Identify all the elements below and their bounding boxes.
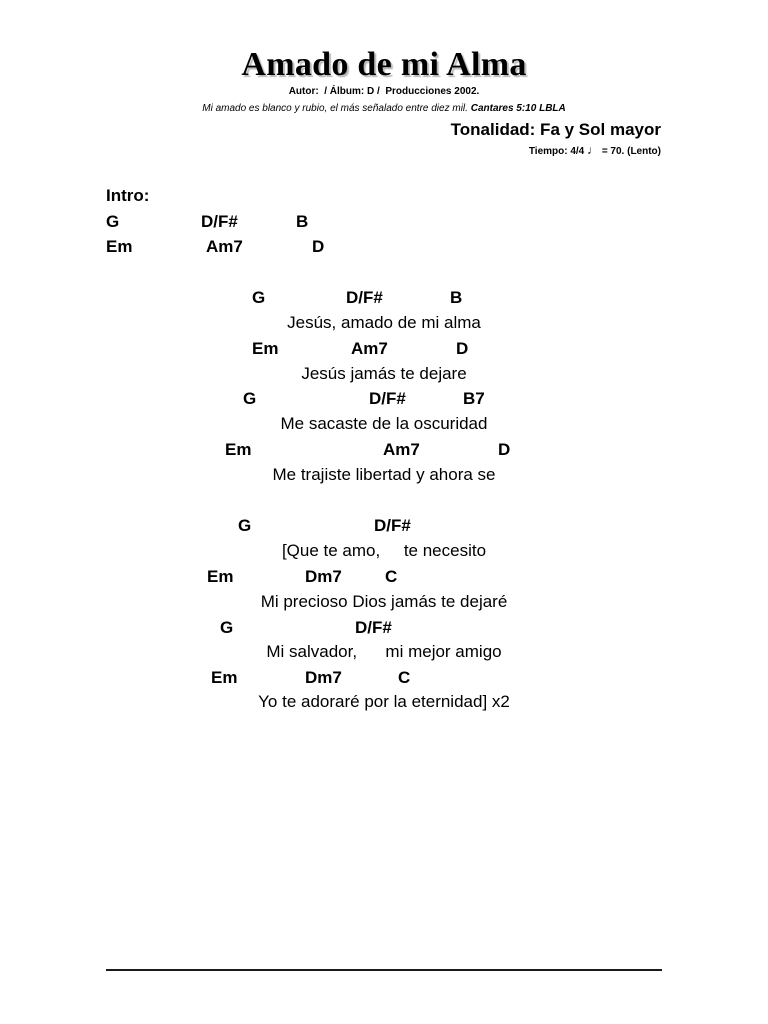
verse-chord: G	[243, 389, 257, 408]
scripture-line	[0, 103, 768, 114]
intro-chord: D/F#	[201, 212, 238, 231]
tempo-bpm: = 70. (Lento)	[601, 146, 661, 157]
verse-chord: Em	[225, 440, 252, 459]
chorus-chord: G	[238, 516, 252, 535]
chorus-chord: D/F#	[355, 618, 392, 637]
intro-chord: D	[312, 237, 325, 256]
chorus-chord: Dm7	[305, 567, 342, 586]
verse-chord: B	[450, 288, 463, 307]
tempo-line	[529, 143, 661, 157]
scripture-text: Mi amado es blanco y rubio, el más señalado entre diez mil.	[202, 103, 468, 114]
chorus-chord: G	[220, 618, 234, 637]
lyric-line: Jesús jamás te dejare	[301, 364, 467, 383]
lyric-line: Mi salvador, mi mejor amigo	[266, 642, 502, 661]
chorus-chord: C	[385, 567, 398, 586]
verse-chord: Em	[252, 339, 279, 358]
intro-chord: G	[106, 212, 120, 231]
verse-chord: G	[252, 288, 266, 307]
chorus-chord: C	[398, 668, 411, 687]
intro-label: Intro:	[106, 186, 150, 205]
song-title: Amado de mi Alma	[241, 46, 527, 83]
verse-chord: D/F#	[346, 288, 383, 307]
lyric-line: Yo te adoraré por la eternidad] x2	[258, 692, 510, 711]
lyric-line: Jesús, amado de mi alma	[287, 313, 481, 332]
chorus-chord: Em	[207, 567, 234, 586]
chorus-chord: Dm7	[305, 668, 342, 687]
lyric-line: Me trajiste libertad y ahora se	[272, 465, 496, 484]
lyric-line: [Que te amo, te necesito	[281, 541, 487, 560]
lyric-line: Mi precioso Dios jamás te dejaré	[260, 592, 508, 611]
chorus-chord: D/F#	[374, 516, 411, 535]
verse-chord: D	[456, 339, 469, 358]
song-key: Tonalidad: Fa y Sol mayor	[450, 120, 661, 139]
chorus-chord: Em	[211, 668, 238, 687]
verse-chord: D/F#	[369, 389, 406, 408]
intro-chord: Am7	[206, 237, 243, 256]
scripture-reference: Cantares 5:10 LBLA	[470, 103, 566, 114]
footer-rule	[106, 969, 662, 971]
quarter-note-icon: ♩	[587, 143, 600, 157]
verse-chord: B7	[463, 389, 485, 408]
verse-chord: Am7	[383, 440, 420, 459]
verse-chord: D	[498, 440, 511, 459]
intro-chord: Em	[106, 237, 133, 256]
lyric-line: Me sacaste de la oscuridad	[280, 414, 488, 433]
intro-chord: B	[296, 212, 309, 231]
verse-chord: Am7	[351, 339, 388, 358]
author-line: Autor: / Álbum: D / Producciones 2002.	[288, 86, 480, 97]
tempo-signature: Tiempo: 4/4	[528, 146, 585, 157]
